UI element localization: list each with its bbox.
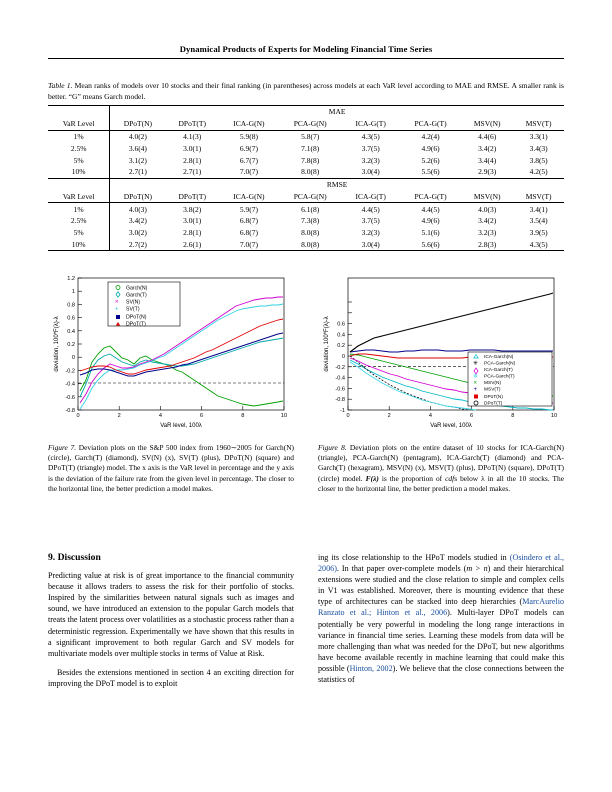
svg-text:MSV(N): MSV(N) bbox=[484, 381, 502, 386]
table-cell: 7.1(8) bbox=[301, 143, 320, 153]
table-blank-cell bbox=[48, 178, 110, 190]
rc-text-1: ing its close relationship to the HPoT models studied in bbox=[318, 553, 510, 562]
table-column-header: ICA-G(N) bbox=[219, 190, 279, 202]
table-cell: 2.9(3) bbox=[461, 166, 513, 178]
table-group-label: RMSE bbox=[110, 178, 564, 190]
figure-7-caption bbox=[48, 443, 294, 494]
table-cell: 4.9(6) bbox=[421, 143, 440, 153]
figure-7-plot bbox=[48, 272, 294, 440]
table-cell: 3.8(5) bbox=[529, 155, 548, 165]
svg-text:4: 4 bbox=[428, 413, 432, 419]
table-cell: 3.4(2) bbox=[478, 143, 497, 153]
table-cell: 3.5(4) bbox=[529, 216, 548, 226]
svg-text:6: 6 bbox=[200, 413, 204, 419]
table-cell: 5.6(6) bbox=[400, 239, 461, 251]
table-group-label: MAE bbox=[110, 106, 564, 118]
svg-text:-0.4: -0.4 bbox=[335, 375, 345, 382]
table-cell: 4.0(3) bbox=[110, 203, 166, 215]
table-column-header-row bbox=[48, 190, 564, 202]
table-cell: 5.5(6) bbox=[400, 166, 461, 178]
table-column-header: PCA-G(N) bbox=[279, 118, 342, 130]
svg-text:-0.8: -0.8 bbox=[335, 397, 345, 404]
table-cell: 4.1(3) bbox=[183, 131, 202, 141]
rc-math: m > n bbox=[466, 564, 488, 574]
svg-text:Garch(T): Garch(T) bbox=[126, 292, 147, 299]
table-column-header: VaR Level bbox=[48, 118, 110, 130]
svg-text:×: × bbox=[473, 380, 478, 387]
citation-hinton-2002[interactable]: Hinton, 2002 bbox=[349, 663, 393, 673]
svg-text:0.6: 0.6 bbox=[337, 321, 345, 328]
figure-8-caption bbox=[318, 443, 564, 494]
svg-text:0.4: 0.4 bbox=[337, 332, 345, 339]
right-column-paragraph bbox=[318, 552, 564, 685]
table-cell: 10% bbox=[48, 166, 110, 178]
svg-text:-0.6: -0.6 bbox=[65, 394, 75, 401]
svg-text:0.2: 0.2 bbox=[337, 343, 345, 350]
table-cell: 3.2(3) bbox=[361, 228, 380, 238]
svg-text:deviation, 100*F(λ)-λ: deviation, 100*F(λ)-λ bbox=[54, 316, 60, 372]
table-cell: 4.3(5) bbox=[513, 239, 564, 251]
table-cell: 8.0(8) bbox=[279, 239, 342, 251]
table-cell: 3.8(2) bbox=[183, 204, 202, 214]
svg-text:8: 8 bbox=[511, 413, 515, 419]
table-cell: 2.5% bbox=[70, 143, 87, 153]
table-cell: 6.8(7) bbox=[239, 228, 258, 238]
svg-text:-0.6: -0.6 bbox=[335, 386, 345, 393]
svg-text:VaR level, 100λ: VaR level, 100λ bbox=[160, 423, 202, 429]
table-column-header: PCA-G(T) bbox=[400, 118, 461, 130]
table-cell: 2.8(1) bbox=[183, 155, 202, 165]
table-cell: 7.0(7) bbox=[219, 166, 279, 178]
svg-text:0.4: 0.4 bbox=[67, 328, 75, 335]
right-column bbox=[318, 552, 564, 685]
table-cell: 3.3(1) bbox=[529, 131, 548, 141]
svg-text:10: 10 bbox=[550, 413, 558, 419]
table-column-header: ICA-G(T) bbox=[341, 190, 399, 202]
table-caption-label: Table 1. bbox=[48, 81, 73, 90]
svg-text:0: 0 bbox=[76, 413, 80, 419]
discussion-paragraph-1: Predicting value at risk is of great importance to the financial community because it allows traders to assess the risk for their portfolio of stocks. Inspired by the similarities between natural signals such as images and sound, we have introduced an extension to the popular Garch models that treats the latent process over volatilities as a stochastic process rather than a deterministic regression. Experimentally we have shown that this results in a significant improvement to both regular Garch and SV models for multivariate models over multiple stocks in terms of Value at Risk. bbox=[48, 571, 294, 658]
table-cell: 3.2(3) bbox=[361, 155, 380, 165]
svg-text:0: 0 bbox=[346, 413, 350, 419]
table-cell: 5.8(7) bbox=[301, 131, 320, 141]
table-cell: 3.4(2) bbox=[110, 215, 166, 227]
discussion-paragraph-2: Besides the extensions mentioned in section 4 an exciting direction for improving the DPoT model is to exploit bbox=[48, 667, 294, 688]
table-row bbox=[48, 130, 564, 142]
svg-text:DPoT(N): DPoT(N) bbox=[484, 395, 503, 400]
table-cell: 5% bbox=[73, 155, 84, 165]
rc-text-4: ). Multi-layer DPoT models can potentially be very powerful in modeling the long range interactions in variance in financial time series. Learning these models from data will be more challenging than what was needed for the DPoT, but new algorithms have become available recently in machine learning that could make this possible ( bbox=[318, 608, 565, 673]
left-column bbox=[48, 552, 294, 689]
table-cell: 3.0(2) bbox=[110, 227, 166, 239]
svg-text:✳: ✳ bbox=[473, 361, 479, 367]
table-cell: 3.7(5) bbox=[361, 143, 380, 153]
table-cell: 8.0(8) bbox=[301, 228, 320, 238]
table-cell: 6.1(8) bbox=[301, 204, 320, 214]
svg-text:SV(T): SV(T) bbox=[126, 306, 140, 313]
svg-text:SV(N): SV(N) bbox=[126, 299, 141, 306]
table-row bbox=[48, 239, 564, 251]
table-column-header: MSV(T) bbox=[513, 190, 564, 202]
table-cell: 5% bbox=[73, 228, 84, 238]
rc-text-2: . In that paper over-complete models ( bbox=[336, 564, 467, 574]
svg-text:ICA-Garch(N): ICA-Garch(N) bbox=[484, 355, 514, 360]
table-cell: 3.6(4) bbox=[110, 142, 166, 154]
table-column-header: MSV(T) bbox=[513, 118, 564, 130]
rc-text-3: ) and their hierarchical extensions were studied and the close relation to simple and complex cells in V1 was established. Moreover, there is mounting evidence that these type of architectures can be stacked into deep hierarchies ( bbox=[318, 564, 565, 607]
svg-text:+: + bbox=[473, 387, 478, 393]
svg-text:-0.8: -0.8 bbox=[65, 408, 75, 414]
svg-text:-1: -1 bbox=[340, 408, 345, 414]
table-cell: 3.4(2) bbox=[478, 216, 497, 226]
table-cell: 3.9(5) bbox=[529, 228, 548, 238]
table-cell: 2.7(2) bbox=[110, 239, 166, 251]
table-column-header: PCA-G(T) bbox=[400, 190, 461, 202]
figure-8-caption-math: F(λ) bbox=[365, 473, 379, 483]
table-caption bbox=[48, 80, 564, 102]
table-cell: 3.0(1) bbox=[183, 216, 202, 226]
table-cell: 1% bbox=[73, 204, 84, 214]
svg-text:0.6: 0.6 bbox=[67, 315, 75, 322]
table-cell: 4.4(6) bbox=[478, 131, 497, 141]
table-cell: 3.0(1) bbox=[183, 143, 202, 153]
svg-text:✵: ✵ bbox=[473, 374, 479, 380]
table-row bbox=[48, 227, 564, 239]
svg-text:×: × bbox=[115, 299, 119, 306]
table-column-header: MSV(N) bbox=[461, 190, 513, 202]
table-cell: 5.9(8) bbox=[239, 131, 258, 141]
figure-8-label: Figure 8. bbox=[318, 443, 347, 452]
table-cell: 3.4(1) bbox=[529, 204, 548, 214]
table-row bbox=[48, 142, 564, 154]
svg-text:2: 2 bbox=[117, 413, 121, 419]
running-head: Dynamical Products of Experts for Modeling Financial Time Series bbox=[179, 44, 433, 54]
svg-text:DPoT(N): DPoT(N) bbox=[126, 314, 147, 321]
discussion-heading: 9. Discussion bbox=[48, 552, 101, 563]
table-cell: 4.4(5) bbox=[361, 204, 380, 214]
svg-text:-0.4: -0.4 bbox=[65, 381, 75, 388]
table-column-header: MSV(N) bbox=[461, 118, 513, 130]
table-column-header: DPoT(T) bbox=[166, 190, 219, 202]
citation-ranzato-hinton[interactable]: MarcAurelio Ranzato et al.; Hinton et al., 2006 bbox=[318, 597, 564, 618]
svg-text:2: 2 bbox=[387, 413, 391, 419]
svg-text:DPoT(T): DPoT(T) bbox=[126, 321, 146, 328]
table-cell: 5.2(6) bbox=[421, 155, 440, 165]
svg-text:MSV(T): MSV(T) bbox=[484, 387, 501, 393]
table-cell: 2.5% bbox=[70, 216, 87, 226]
svg-text:ICA-Garch(T): ICA-Garch(T) bbox=[484, 368, 513, 373]
figure-8-plot bbox=[318, 272, 564, 440]
table-cell: 4.0(3) bbox=[478, 204, 497, 214]
table-cell: 4.2(4) bbox=[421, 131, 440, 141]
table-column-header-row bbox=[48, 118, 564, 130]
table-cell: 3.7(5) bbox=[361, 216, 380, 226]
svg-text:0: 0 bbox=[71, 355, 75, 362]
table-cell: 5.1(6) bbox=[421, 228, 440, 238]
svg-text:-0.2: -0.2 bbox=[65, 368, 75, 375]
svg-text:0.8: 0.8 bbox=[67, 302, 75, 309]
table-row bbox=[48, 203, 564, 215]
svg-text:+: + bbox=[115, 306, 119, 313]
table-cell: 3.4(3) bbox=[529, 143, 548, 153]
table-cell: 7.3(8) bbox=[301, 216, 320, 226]
table-column-header: ICA-G(T) bbox=[341, 118, 399, 130]
svg-text:8: 8 bbox=[241, 413, 245, 419]
svg-text:0.2: 0.2 bbox=[67, 342, 75, 348]
table-cell: 2.6(1) bbox=[166, 239, 219, 251]
figure-7-caption-text: Deviation plots on the S&P 500 index from 1960∼2005 for Garch(N) (circle), Garch(T) (diamond), SV(N) (x), SV(T) (plus), DPoT(N) (square) and DPoT(T) (triangle) model. The x axis is the VaR level in percentage and the y axis is the deviation of the failure rate from the given level in percentage. The closer to the horizontal line, the better prediction a model makes. bbox=[48, 443, 295, 493]
svg-text:deviation, 100*F(λ)-λ: deviation, 100*F(λ)-λ bbox=[324, 316, 330, 372]
table-column-header: DPoT(T) bbox=[166, 118, 219, 130]
figure-7-label: Figure 7. bbox=[48, 443, 77, 452]
table-cell: 4.3(5) bbox=[361, 131, 380, 141]
table-cell: 10% bbox=[48, 239, 110, 251]
table-cell: 4.4(5) bbox=[421, 204, 440, 214]
svg-text:4: 4 bbox=[158, 413, 162, 419]
table-cell: 2.7(1) bbox=[166, 166, 219, 178]
table-column-header: DPoT(N) bbox=[110, 190, 166, 202]
svg-text:Garch(N): Garch(N) bbox=[126, 285, 148, 292]
svg-text:6: 6 bbox=[470, 413, 474, 419]
table-cell: 1% bbox=[73, 131, 84, 141]
svg-text:DPoT(T): DPoT(T) bbox=[484, 401, 503, 407]
table-cell: 3.4(4) bbox=[478, 155, 497, 165]
rc-text-5: ). We believe that the close connections between the statistics of bbox=[318, 663, 565, 685]
table-group-header-row bbox=[48, 106, 564, 118]
table-cell: 3.1(2) bbox=[110, 154, 166, 166]
svg-text:1.2: 1.2 bbox=[67, 276, 75, 282]
table-row bbox=[48, 166, 564, 178]
table-cell: 3.0(4) bbox=[341, 239, 399, 251]
table-row bbox=[48, 215, 564, 227]
table-cell: 4.9(6) bbox=[421, 216, 440, 226]
table-column-header: VaR Level bbox=[48, 190, 110, 202]
table-cell: 3.0(4) bbox=[341, 166, 399, 178]
table-cell: 6.8(7) bbox=[239, 216, 258, 226]
table-cell: 2.8(3) bbox=[461, 239, 513, 251]
figure-8-caption-tail2: s below λ in all the 10 stocks. The closer to the horizontal line, the better prediction a model makes. bbox=[318, 473, 564, 493]
table-column-header: DPoT(N) bbox=[110, 118, 166, 130]
mean-ranks-table bbox=[48, 105, 564, 251]
table-cell: 7.0(7) bbox=[219, 239, 279, 251]
header-rule bbox=[48, 58, 564, 59]
table-cell: 5.9(7) bbox=[239, 204, 258, 214]
citation-osindero[interactable]: (Osindero et al., 2006) bbox=[318, 553, 564, 574]
table-cell: 4.0(2) bbox=[110, 130, 166, 142]
figure-8-caption-math2: cdf bbox=[445, 473, 455, 483]
table-cell: 6.7(7) bbox=[239, 155, 258, 165]
figure-8-caption-tail: is the proportion of bbox=[378, 473, 446, 483]
svg-text:VaR level, 100λ: VaR level, 100λ bbox=[430, 423, 472, 429]
table-cell: 8.0(8) bbox=[279, 166, 342, 178]
table-cell: 6.9(7) bbox=[239, 143, 258, 153]
table-cell: 4.2(5) bbox=[513, 166, 564, 178]
table-blank-cell bbox=[48, 106, 110, 118]
table-group-header-row bbox=[48, 178, 564, 190]
table-cell: 7.8(8) bbox=[301, 155, 320, 165]
table-cell: 3.2(3) bbox=[478, 228, 497, 238]
table-cell: 2.7(1) bbox=[110, 166, 166, 178]
svg-text:-0.2: -0.2 bbox=[335, 364, 345, 371]
table-cell: 2.8(1) bbox=[183, 228, 202, 238]
table-caption-text: Mean ranks of models over 10 stocks and their final ranking (in parentheses) across models at each VaR level according to MAE and RMSE. A smaller rank is better. “G” means Garch model. bbox=[48, 81, 564, 101]
svg-text:10: 10 bbox=[280, 413, 288, 419]
table-row bbox=[48, 154, 564, 166]
svg-text:0: 0 bbox=[341, 354, 345, 360]
figure-8-caption-text: Deviation plots on the entire dataset of 10 stocks for ICA-Garch(N) (triangle), PCA-Garch(N) (pentagram), ICA-Garch(T) (diamond) and PCA-Garch(T) (hexagram), MSV(N) (x), MSV(T) (plus), DPoT(N) (square), DPoT(T) (circle) model. bbox=[318, 443, 565, 483]
table-column-header: PCA-G(N) bbox=[279, 190, 342, 202]
svg-text:1: 1 bbox=[71, 289, 75, 296]
svg-text:PCA-Garch(N): PCA-Garch(N) bbox=[484, 361, 516, 367]
svg-text:PCA-Garch(T): PCA-Garch(T) bbox=[484, 374, 515, 380]
table-column-header: ICA-G(N) bbox=[219, 118, 279, 130]
